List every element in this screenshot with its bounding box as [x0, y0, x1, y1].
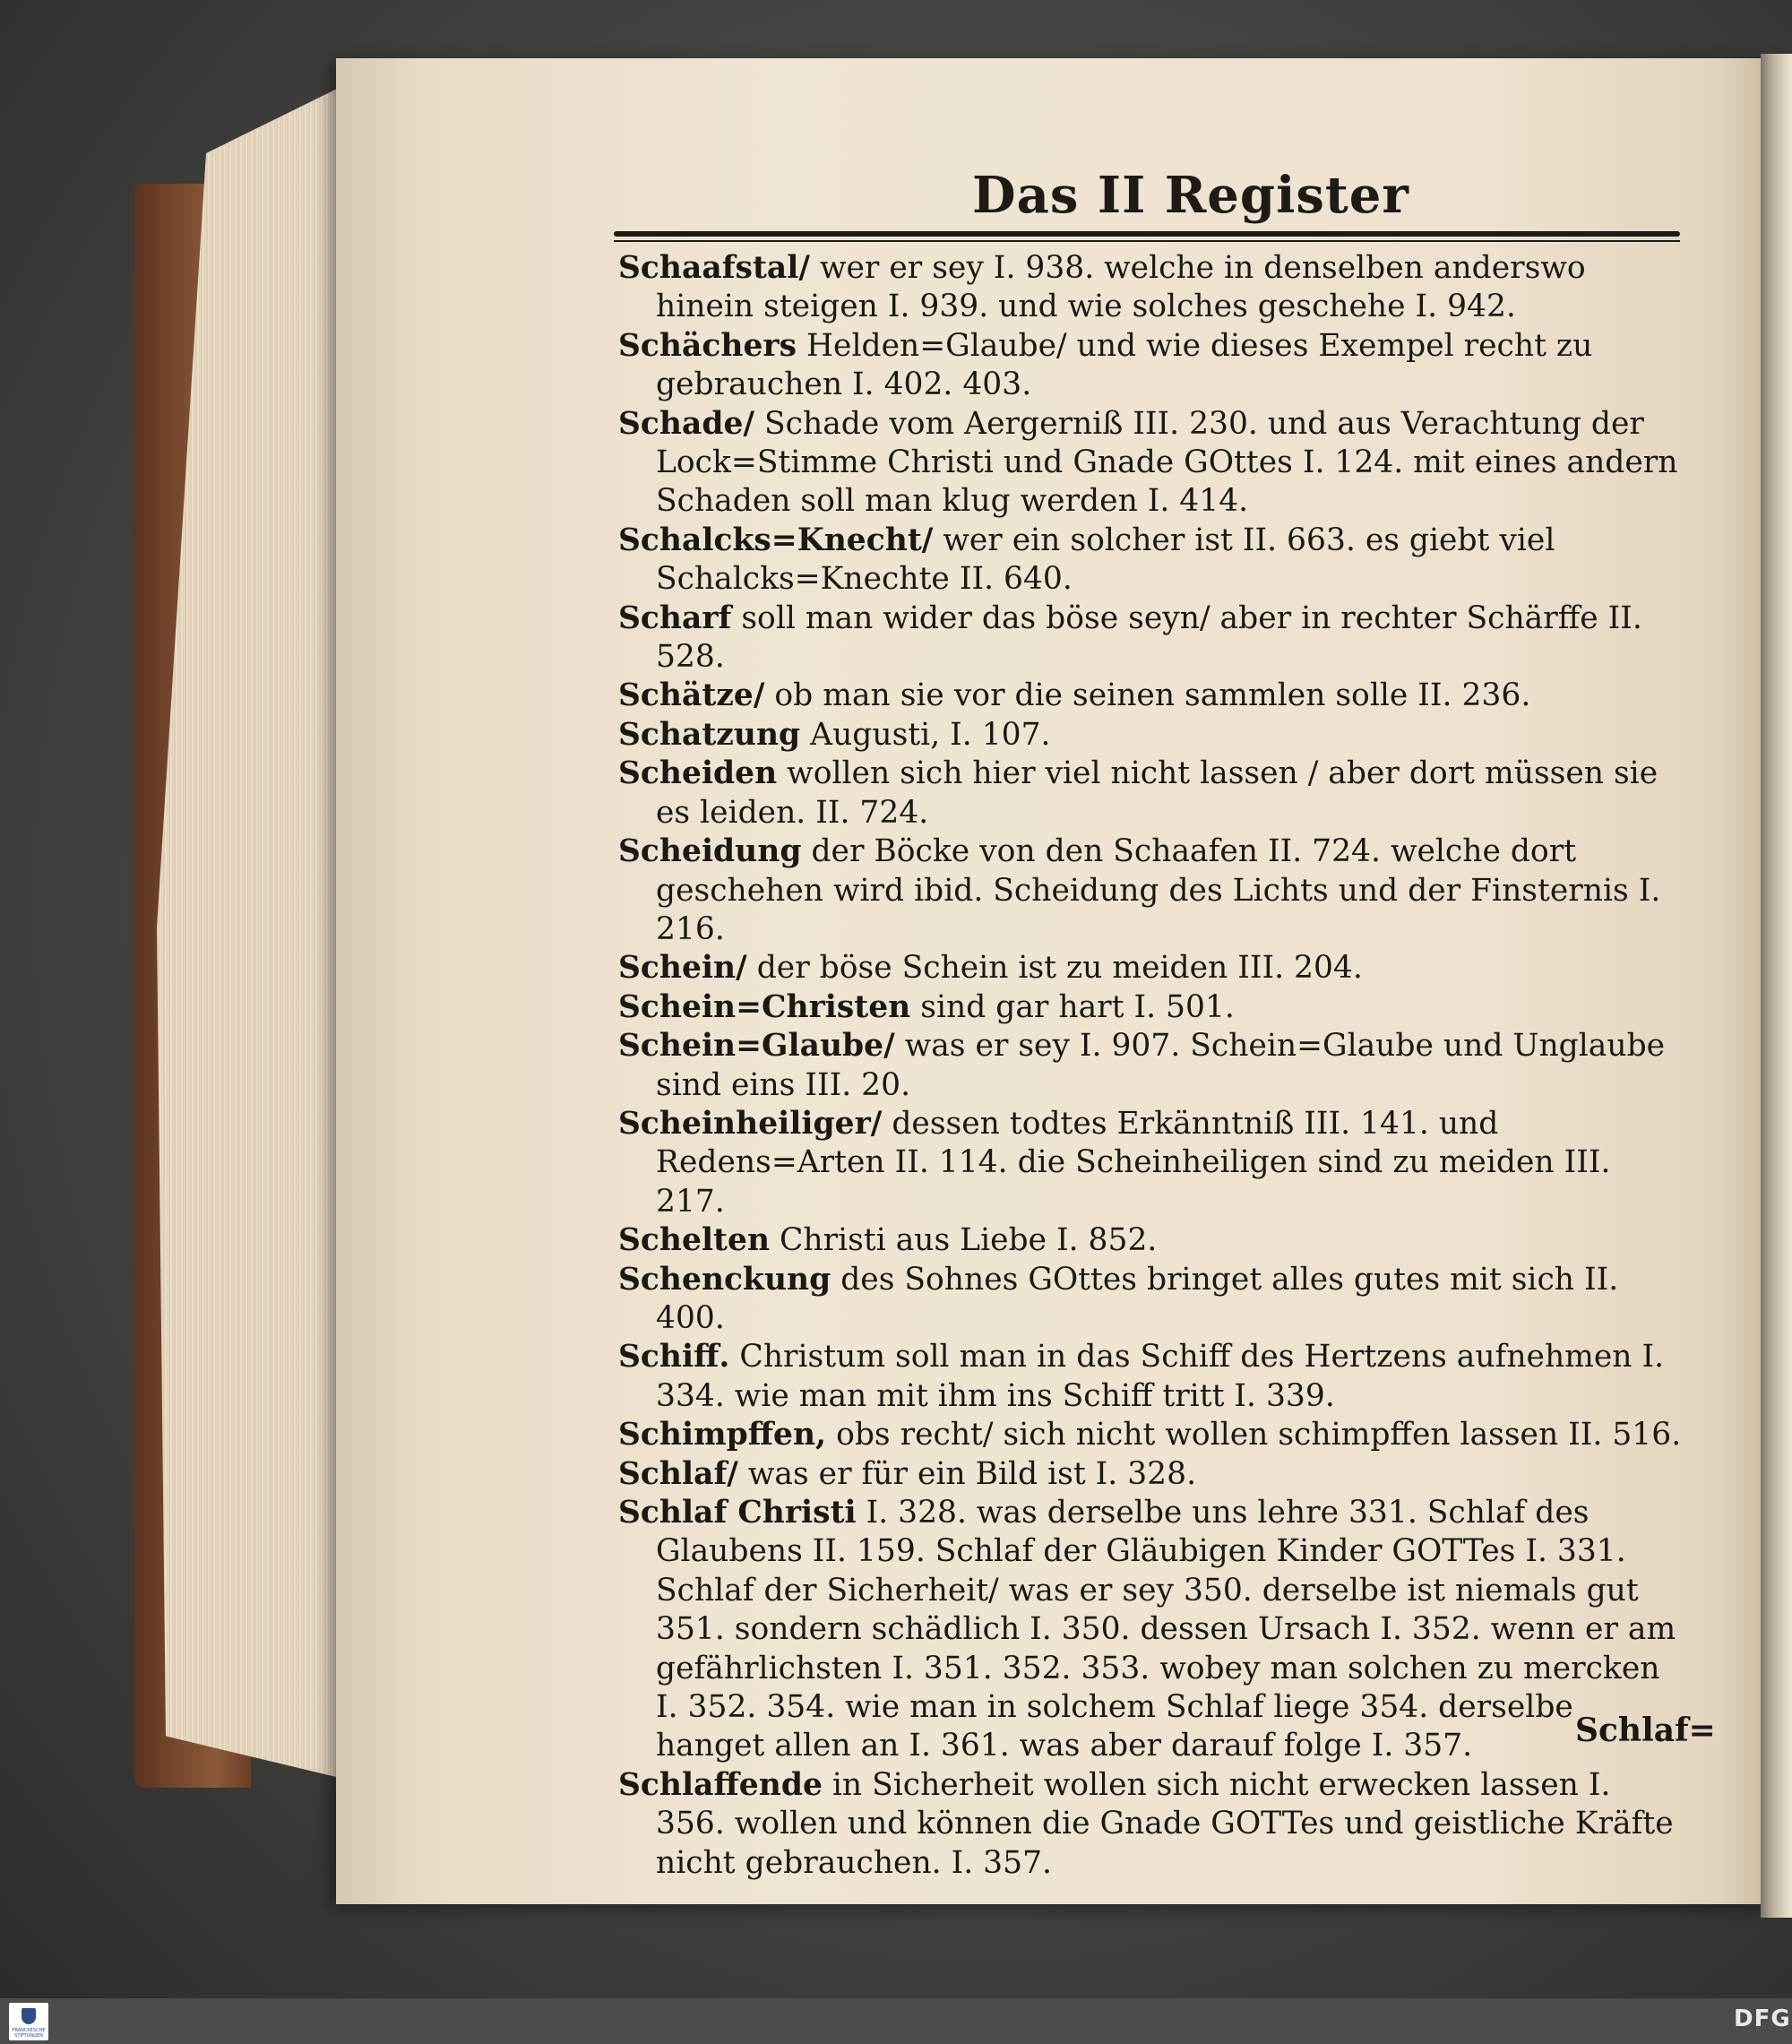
- register-entry: [618, 716, 1689, 755]
- entry-headword: Scharf: [618, 599, 732, 636]
- entry-text: ob man sie vor die seinen sammlen solle II. 236.: [764, 677, 1531, 714]
- entry-headword: Schein=Christen: [618, 988, 911, 1025]
- register-entry: [618, 599, 1689, 677]
- register-entry: [618, 249, 1689, 327]
- register-entry: [618, 1416, 1689, 1454]
- entry-headword: Schlaf/: [618, 1455, 738, 1492]
- register-entry: [618, 1027, 1689, 1105]
- register-entry: [618, 677, 1689, 715]
- entry-headword: Schade/: [618, 405, 755, 442]
- dfg-logo[interactable]: DFG: [1734, 2005, 1791, 2032]
- entry-text: was er sey I. 907. Schein=Glaube und Unglaube sind eins III. 20.: [656, 1028, 1666, 1103]
- entry-text: des Sohnes GOttes bringet alles gutes mit sich II. 400.: [656, 1261, 1619, 1336]
- entry-text: Helden=Glaube/ und wie dieses Exempel recht zu gebrauchen I. 402. 403.: [656, 327, 1593, 403]
- page-heading: Das II Register: [972, 166, 1409, 225]
- entry-headword: Schelten: [618, 1222, 771, 1259]
- entry-headword: Schatzung: [618, 716, 801, 753]
- register-entry: [618, 949, 1689, 988]
- heading-rule-thin: [614, 240, 1680, 242]
- entry-headword: Schiff.: [618, 1339, 730, 1376]
- entry-text: wollen sich hier viel nicht lassen / aber dort müssen sie es leiden. II. 724.: [656, 755, 1658, 831]
- register-entry: [618, 405, 1689, 522]
- entry-headword: Scheidung: [618, 833, 802, 870]
- register-entry: [618, 1221, 1689, 1260]
- entry-headword: Schächers: [618, 327, 797, 364]
- viewer-footer: [0, 1998, 1792, 2044]
- register-entry: [618, 1494, 1689, 1766]
- register-entry: [618, 1338, 1689, 1416]
- entry-text: Schade vom Aergerniß III. 230. und aus Verachtung der Lock=Stimme Christi und Gnade GOttes I. 124. mit eines andern Schaden soll man klug werden I. 414.: [656, 405, 1678, 520]
- entry-headword: Schalcks=Knecht/: [618, 522, 934, 558]
- institution-logo-text: FRANCKESCHE STIFTUNGEN: [12, 2028, 46, 2039]
- entry-text: der Böcke von den Schaafen II. 724. welche dort geschehen wird ibid. Scheidung des Lichts und der Finsternis I. 216.: [656, 833, 1661, 947]
- entry-text: Christi aus Liebe I. 852.: [770, 1222, 1158, 1259]
- entry-text: wer er sey I. 938. welche in denselben anderswo hinein steigen I. 939. und wie solches geschehe I. 942.: [656, 250, 1586, 325]
- entry-headword: Schlaf Christi: [618, 1495, 857, 1531]
- facing-page-edge: [1761, 54, 1792, 1918]
- entry-text: soll man wider das böse seyn/ aber in rechter Schärffe II. 528.: [656, 599, 1642, 676]
- entry-headword: Schenckung: [618, 1261, 831, 1298]
- entry-text: I. 328. was derselbe uns lehre 331. Schlaf des Glaubens II. 159. Schlaf der Gläubigen Kinder GOTTes I. 331. Schlaf der Sicherheit/ was er sey 350. derselbe ist niemals gut 351. sondern schädlich I. 350. dessen Ursach I. 352. wenn er am gefährlichsten I. 351. 352. 353. wobey man solchen zu mercken I. 352. 354. wie man in solchem Schlaf liege 354. derselbe hanget allen an I. 361. was aber darauf folge I. 357.: [656, 1495, 1676, 1764]
- entry-headword: Scheiden: [618, 755, 778, 792]
- register-entries: [618, 249, 1689, 1883]
- register-entry: [618, 832, 1689, 949]
- entry-text: was er für ein Bild ist I. 328.: [737, 1455, 1197, 1492]
- register-entry: [618, 988, 1689, 1027]
- register-entry: [618, 1766, 1689, 1883]
- institution-logo[interactable]: [9, 2003, 48, 2040]
- entry-headword: Schein/: [618, 950, 747, 987]
- register-entry: [618, 1261, 1689, 1339]
- entry-text: in Sicherheit wollen sich nicht erwecken lassen I. 356. wollen und können die Gnade GOTTes und geistliche Kräfte nicht gebrauchen. I. 357.: [656, 1766, 1674, 1881]
- register-entry: [618, 1105, 1689, 1221]
- entry-headword: Schlaffende: [618, 1766, 823, 1803]
- entry-text: sind gar hart I. 501.: [910, 988, 1235, 1025]
- register-entry: [618, 755, 1689, 832]
- catchword: Schlaf=: [1575, 1712, 1716, 1749]
- heading-rule: [614, 231, 1680, 237]
- entry-text: obs recht/ sich nicht wollen schimpffen lassen II. 516.: [826, 1417, 1682, 1453]
- entry-text: wer ein solcher ist II. 663. es giebt viel Schalcks=Knechte II. 640.: [656, 522, 1555, 598]
- entry-headword: Schaafstal/: [618, 250, 810, 286]
- entry-text: der böse Schein ist zu meiden III. 204.: [746, 950, 1363, 987]
- shield-icon: [22, 2008, 36, 2024]
- entry-text: Augusti, I. 107.: [800, 716, 1051, 753]
- register-entry: [618, 327, 1689, 405]
- entry-text: dessen todtes Erkänntniß III. 141. und Redens=Arten II. 114. die Scheinheiligen sind zu meiden III. 217.: [656, 1105, 1611, 1220]
- entry-headword: Schätze/: [618, 677, 765, 714]
- register-entry: [618, 1455, 1689, 1494]
- entry-headword: Schein=Glaube/: [618, 1028, 895, 1065]
- entry-headword: Scheinheiliger/: [618, 1105, 883, 1142]
- entry-text: Christum soll man in das Schiff des Hertzens aufnehmen I. 334. wie man mit ihm ins Schiff tritt I. 339.: [656, 1339, 1665, 1414]
- register-entry: [618, 522, 1689, 599]
- entry-headword: Schimpffen,: [618, 1417, 827, 1453]
